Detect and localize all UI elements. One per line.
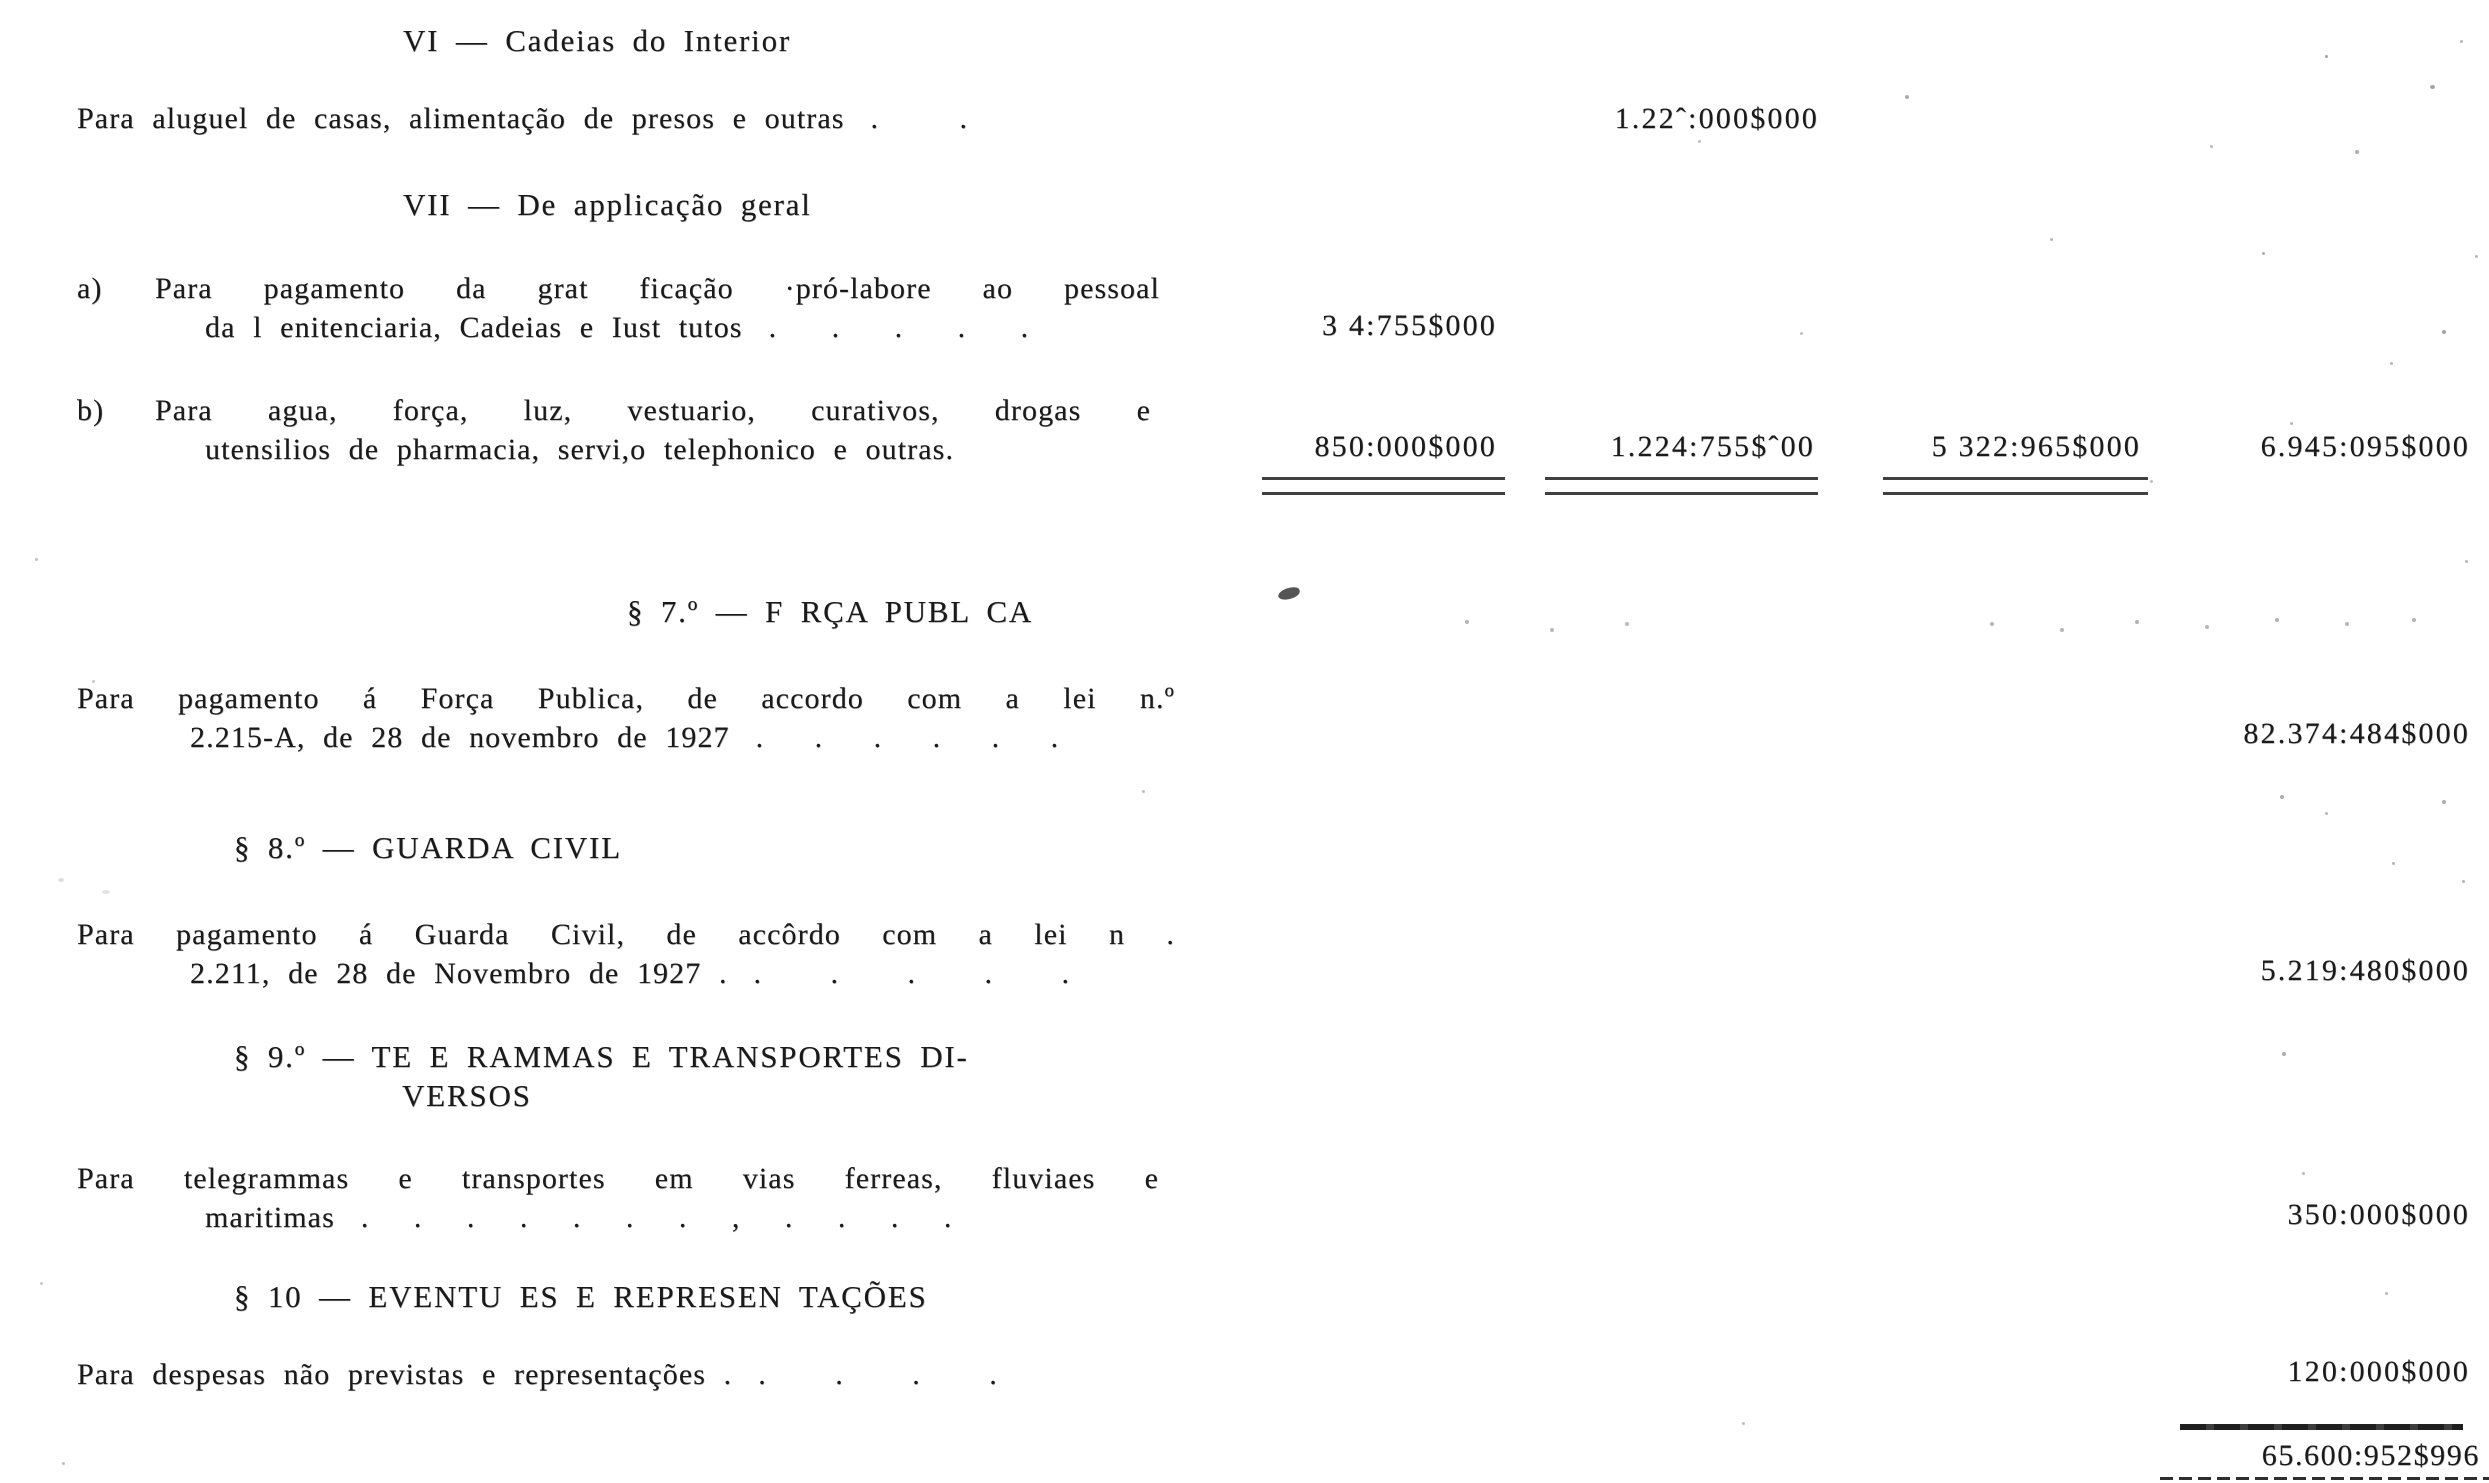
section-9-line1: Para telegrammas e transportes em vias ferreas, fluviaes e — [77, 1162, 1159, 1195]
ink-speckle — [1698, 140, 1701, 143]
ink-speckle — [2302, 1172, 2305, 1175]
ink-speckle — [1800, 332, 1803, 335]
amount-section-8: 5.219:480$000 — [2260, 954, 2470, 987]
section-7-line2-text: 2.215-A, de 28 de novembro de 1927 — [190, 721, 730, 754]
heading-vii: VII — De applicação geral — [403, 187, 812, 222]
ink-speckle — [2060, 628, 2064, 632]
amount-section-9: 350:000$000 — [2287, 1198, 2470, 1231]
ink-speckle — [102, 890, 110, 894]
dot-leader: . . . . . — [768, 311, 1029, 344]
item-a-line2 — [205, 309, 1028, 347]
section-8-line1: Para pagamento á Guarda Civil, de accôrdo com a lei n . — [77, 918, 1175, 951]
ink-speckle — [58, 878, 64, 882]
bottom-rule — [2160, 1477, 2489, 1480]
section-7-line2 — [190, 719, 1058, 757]
section-10-text: Para despesas não previstas e representações . — [77, 1358, 733, 1391]
ink-speckle — [92, 680, 95, 683]
ink-speckle — [40, 1282, 43, 1285]
dot-leader: . . . . . . . , . . . . — [360, 1201, 952, 1234]
ink-speckle — [2210, 145, 2213, 148]
ink-speckle — [2390, 362, 2393, 365]
double-rule-col1 — [1262, 477, 1505, 495]
entry-vi-line — [77, 100, 967, 138]
section-10-line1 — [77, 1356, 997, 1394]
ink-speckle — [2205, 625, 2209, 629]
heading-vi: VI — Cadeias do Interior — [403, 23, 791, 58]
ink-speckle — [2275, 618, 2279, 622]
ink-speckle — [2385, 1292, 2388, 1295]
ink-speckle — [2282, 1052, 2286, 1056]
ink-speckle — [2412, 618, 2416, 622]
amount-b-col2: 1.224:755$ˆ00 — [1610, 430, 1815, 463]
ink-speckle — [35, 558, 38, 561]
item-a-line1: Para pagamento da grat ficação ·pró-labore ao pessoal — [155, 272, 1160, 305]
double-rule-col2 — [1545, 477, 1818, 495]
section-9-line2-text: maritimas — [205, 1201, 335, 1234]
dot-leader: . . . . — [758, 1358, 997, 1391]
dot-leader: . . . . . — [753, 957, 1070, 990]
ink-speckle — [2392, 862, 2395, 865]
item-a-line2-text: da l enitenciaria, Cadeias e Iust tutos — [205, 311, 743, 344]
item-b-line1: Para agua, força, luz, vestuario, curativos, drogas e — [155, 394, 1151, 427]
ink-speckle — [2475, 255, 2478, 258]
section-7-line1: Para pagamento á Força Publica, de accordo com a lei n.º — [77, 682, 1175, 715]
dot-leader: . . . . . . — [755, 721, 1059, 754]
amount-b-col4: 6.945:095$000 — [2260, 430, 2470, 463]
ink-speckle — [1905, 95, 1909, 99]
ink-speckle — [2262, 252, 2265, 255]
amount-b-col3: 5 322:965$000 — [1931, 430, 2141, 463]
ink-speckle — [62, 1462, 65, 1465]
amount-section-7: 82.374:484$000 — [2243, 717, 2470, 750]
ink-speckle — [1465, 620, 1469, 624]
ink-speckle — [2050, 238, 2053, 241]
ink-speckle — [2460, 40, 2463, 43]
total-amount: 65.600:952$996 — [2261, 1439, 2480, 1472]
item-a-label: a) — [77, 272, 103, 305]
amount-section-10: 120:000$000 — [2287, 1355, 2470, 1388]
ink-speckle — [2345, 622, 2349, 626]
entry-vi-text: Para aluguel de casas, alimentação de presos e outras — [77, 102, 845, 135]
ink-speckle — [2442, 330, 2446, 334]
item-b-label: b) — [77, 394, 105, 427]
double-rule-col3 — [1883, 477, 2148, 495]
heading-section-9-line1: § 9.º — TE E RAMMAS E TRANSPORTES DI- — [234, 1039, 969, 1074]
ink-speckle — [2355, 150, 2359, 154]
ink-speckle — [1990, 622, 1994, 626]
ink-speckle — [2325, 812, 2328, 815]
ink-speckle — [1142, 790, 1145, 793]
amount-a-col1: 3 4:755$000 — [1321, 309, 1497, 342]
total-rule — [2180, 1424, 2463, 1430]
ink-speckle — [1742, 1422, 1745, 1425]
heading-section-10: § 10 — EVENTU ES E REPRESEN TAÇÕES — [234, 1279, 928, 1314]
section-8-line2-text: 2.211, de 28 de Novembro de 1927 . — [190, 957, 728, 990]
ink-speckle — [2462, 880, 2465, 883]
ink-speckle — [1550, 628, 1554, 632]
ink-speckle — [2465, 560, 2468, 563]
section-8-line2 — [190, 955, 1069, 993]
ink-speckle — [2325, 55, 2328, 58]
section-9-line2 — [205, 1199, 951, 1237]
heading-section-9-line2: VERSOS — [402, 1078, 532, 1113]
ink-speckle — [2150, 480, 2153, 483]
ink-speckle — [2430, 85, 2435, 89]
ink-blot — [1277, 586, 1301, 601]
ink-speckle — [2290, 422, 2293, 425]
heading-section-7: § 7.º — F RÇA PUBL CA — [627, 594, 1034, 629]
ink-speckle — [1625, 622, 1629, 626]
amount-vi-col2: 1.22ˆ:000$000 — [1614, 102, 1819, 135]
item-b-line2: utensilios de pharmacia, servi,o telephonico e outras. — [205, 433, 955, 466]
ink-speckle — [2280, 795, 2284, 799]
dot-leader: . . — [870, 102, 968, 135]
ink-speckle — [2442, 800, 2446, 804]
heading-section-8: § 8.º — GUARDA CIVIL — [234, 830, 622, 865]
amount-b-col1: 850:000$000 — [1314, 430, 1497, 463]
ink-speckle — [2135, 620, 2139, 624]
